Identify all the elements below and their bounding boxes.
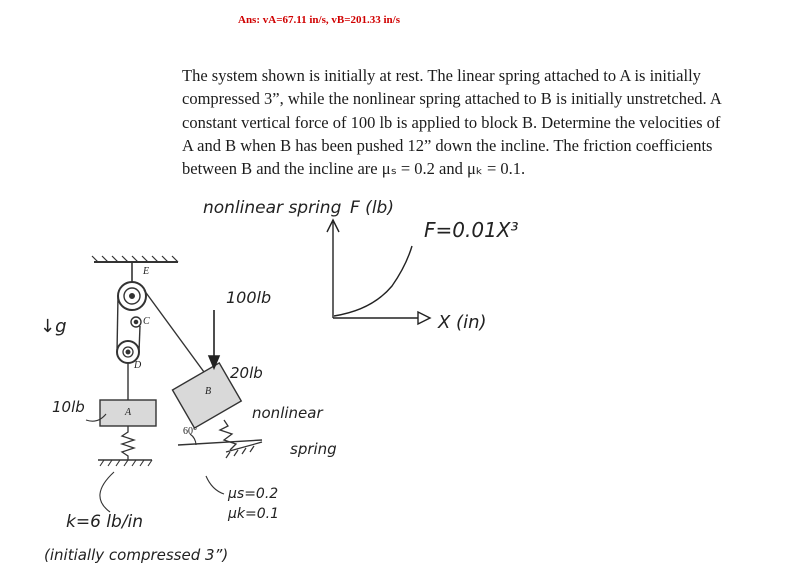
pulley-e — [118, 282, 146, 310]
pulley-c — [131, 317, 141, 327]
graph-x-arrow — [418, 312, 430, 324]
note-mu-k: μk=0.1 — [228, 506, 280, 522]
answer-line: Ans: vA=67.11 in/s, vB=201.33 in/s — [238, 14, 400, 26]
note-weight-b: 20lb — [230, 364, 263, 382]
note-k-initial: (initially compressed 3”) — [44, 546, 229, 564]
leader-lines — [86, 414, 224, 512]
label-d: D — [134, 360, 142, 371]
graph-curve — [334, 246, 412, 316]
label-c: C — [143, 316, 150, 327]
spring-b-shape — [220, 420, 236, 450]
note-force-b: 100lb — [226, 288, 272, 307]
incline-ground — [178, 440, 262, 458]
note-spring-b-2: spring — [290, 440, 337, 458]
ceiling — [92, 256, 178, 262]
note-weight-a: 10lb — [52, 398, 85, 416]
label-e: E — [143, 266, 150, 277]
label-b: B — [205, 386, 212, 397]
graph-xlabel: X (in) — [438, 312, 487, 333]
graph-ylabel: F (lb) — [350, 198, 394, 218]
gravity-note: ↓g — [40, 316, 67, 337]
problem-line-4: A and B when B has been pushed 12” down the incline. The friction coefficients — [182, 135, 713, 155]
force-arrow — [209, 310, 219, 368]
problem-line-5: between B and the incline are μₛ = 0.2 and μₖ = 0.1. — [182, 159, 526, 179]
ground-a — [98, 460, 152, 466]
problem-line-3: constant vertical force of 100 lb is applied to block B. Determine the velocities of — [182, 112, 721, 132]
problem-line-2: compressed 3”, while the nonlinear spring attached to B is initially unstretched. A — [182, 89, 722, 109]
graph-equation: F=0.01X³ — [424, 218, 519, 242]
problem-line-1: The system shown is initially at rest. The linear spring attached to A is initially — [182, 66, 701, 85]
spring-a-shape — [122, 426, 134, 460]
graph-title: nonlinear spring — [203, 198, 342, 218]
note-mu-s: μs=0.2 — [228, 486, 279, 502]
graph-axes — [327, 220, 430, 324]
note-spring-b-1: nonlinear — [252, 404, 323, 422]
label-angle: 60° — [183, 426, 197, 437]
label-a: A — [125, 407, 132, 418]
note-k: k=6 lb/in — [66, 512, 144, 532]
